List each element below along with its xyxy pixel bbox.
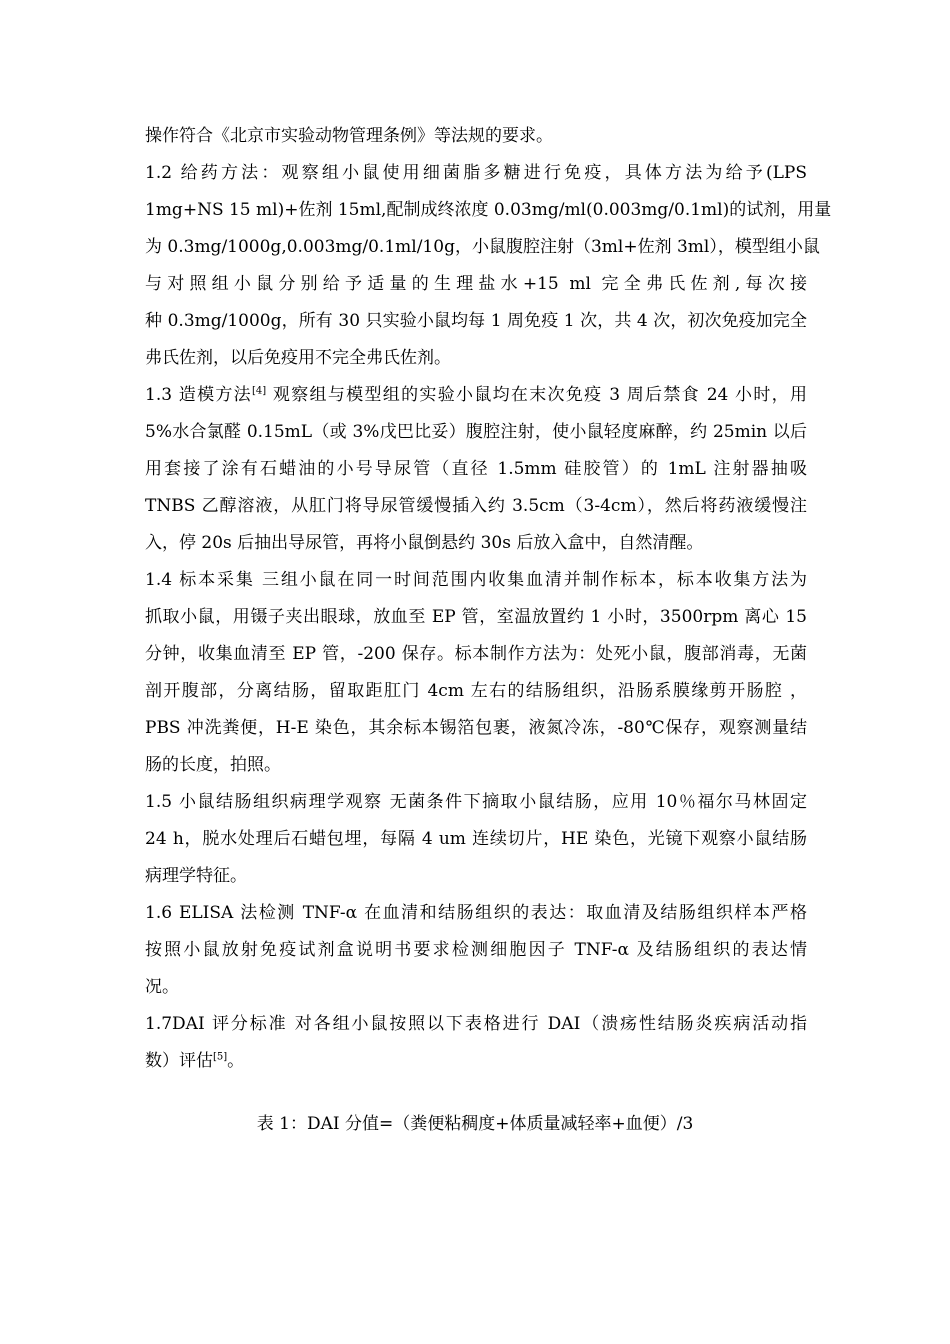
document-body bbox=[145, 118, 832, 1080]
paragraph-line: 操作符合《北京市实验动物管理条例》等法规的要求。 bbox=[145, 126, 553, 146]
paragraph-line: 抓取小鼠，用镊子夹出眼球，放血至 EP 管，室温放置约 1 小时，3500rpm 离心 15 bbox=[145, 607, 807, 627]
paragraph-line: 分钟，收集血清至 EP 管，-200 保存。标本制作方法为：处死小鼠，腹部消毒，无菌 bbox=[145, 644, 807, 664]
citation-superscript: [5] bbox=[213, 1051, 228, 1063]
paragraph-line: 1.4 标本采集 三组小鼠在同一时间范围内收集血清并制作标本，标本收集方法为 bbox=[145, 570, 807, 590]
paragraph-line: 24 h，脱水处理后石蜡包埋，每隔 4 um 连续切片，HE 染色，光镜下观察小鼠结肠 bbox=[145, 829, 807, 849]
paragraph-line bbox=[145, 1043, 807, 1080]
paragraph-line: 弗氏佐剂，以后免疫用不完全弗氏佐剂。 bbox=[145, 348, 451, 368]
paragraph-line: 1.6 ELISA 法检测 TNF-α 在血清和结肠组织的表达：取血清及结肠组织样本严格 bbox=[145, 903, 807, 923]
paragraph-line: 用套接了涂有石蜡油的小号导尿管（直径 1.5mm 硅胶管）的 1mL 注射器抽吸 bbox=[145, 459, 807, 479]
paragraph-line: 为 0.3mg/1000g,0.003mg/0.1ml/10g，小鼠腹腔注射（3ml+佐剂 3ml），模型组小鼠 bbox=[145, 237, 820, 257]
paragraph-line: TNBS 乙醇溶液，从肛门将导尿管缓慢插入约 3.5cm（3-4cm），然后将药液缓慢注 bbox=[145, 496, 807, 516]
paragraph-line: 剖开腹部，分离结肠，留取距肛门 4cm 左右的结肠组织，沿肠系膜缘剪开肠腔 ， bbox=[145, 681, 807, 701]
line-text: 数）评估 bbox=[145, 1051, 213, 1071]
paragraph-line: 1mg+NS 15 ml)+佐剂 15ml,配制成终浓度 0.03mg/ml(0.003mg/0.1ml)的试剂，用量 bbox=[145, 200, 832, 220]
citation-superscript: [4] bbox=[252, 385, 267, 397]
paragraph-line: 1.5 小鼠结肠组织病理学观察 无菌条件下摘取小鼠结肠，应用 10％福尔马林固定 bbox=[145, 792, 807, 812]
paragraph-line: 种 0.3mg/1000g，所有 30 只实验小鼠均每 1 周免疫 1 次，共 4 次，初次免疫加完全 bbox=[145, 311, 807, 331]
table-caption: 表 1：DAI 分值=（粪便粘稠度+体质量减轻率+血便）/3 bbox=[256, 1114, 694, 1134]
paragraph-line: 与对照组小鼠分别给予适量的生理盐水+15 ml 完全弗氏佐剂,每次接 bbox=[145, 274, 807, 294]
line-text: 。 bbox=[227, 1051, 245, 1071]
paragraph-line: 5%水合氯醛 0.15mL（或 3%戊巴比妥）腹腔注射，使小鼠轻度麻醉，约 25min 以后 bbox=[145, 422, 807, 442]
paragraph-line: 按照小鼠放射免疫试剂盒说明书要求检测细胞因子 TNF-α 及结肠组织的表达情 bbox=[145, 940, 807, 960]
paragraph-line: PBS 冲洗粪便，H-E 染色，其余标本锡箔包裹，液氮冷冻，-80℃保存，观察测量结 bbox=[145, 718, 807, 738]
paragraph-line: 1.2 给药方法：观察组小鼠使用细菌脂多糖进行免疫，具体方法为给予(LPS bbox=[145, 163, 807, 183]
paragraph-line: 1.7DAI 评分标准 对各组小鼠按照以下表格进行 DAI（溃疡性结肠炎疾病活动指 bbox=[145, 1014, 807, 1034]
paragraph-line: 入，停 20s 后抽出导尿管，再将小鼠倒悬约 30s 后放入盒中，自然清醒。 bbox=[145, 533, 704, 553]
paragraph-line: 肠的长度，拍照。 bbox=[145, 755, 281, 775]
paragraph-line bbox=[145, 377, 807, 414]
paragraph-line: 况。 bbox=[145, 977, 179, 997]
line-text: 观察组与模型组的实验小鼠均在末次免疫 3 周后禁食 24 小时，用 bbox=[266, 385, 807, 405]
paragraph-line: 病理学特征。 bbox=[145, 866, 247, 886]
line-text: 1.3 造模方法 bbox=[145, 385, 252, 405]
